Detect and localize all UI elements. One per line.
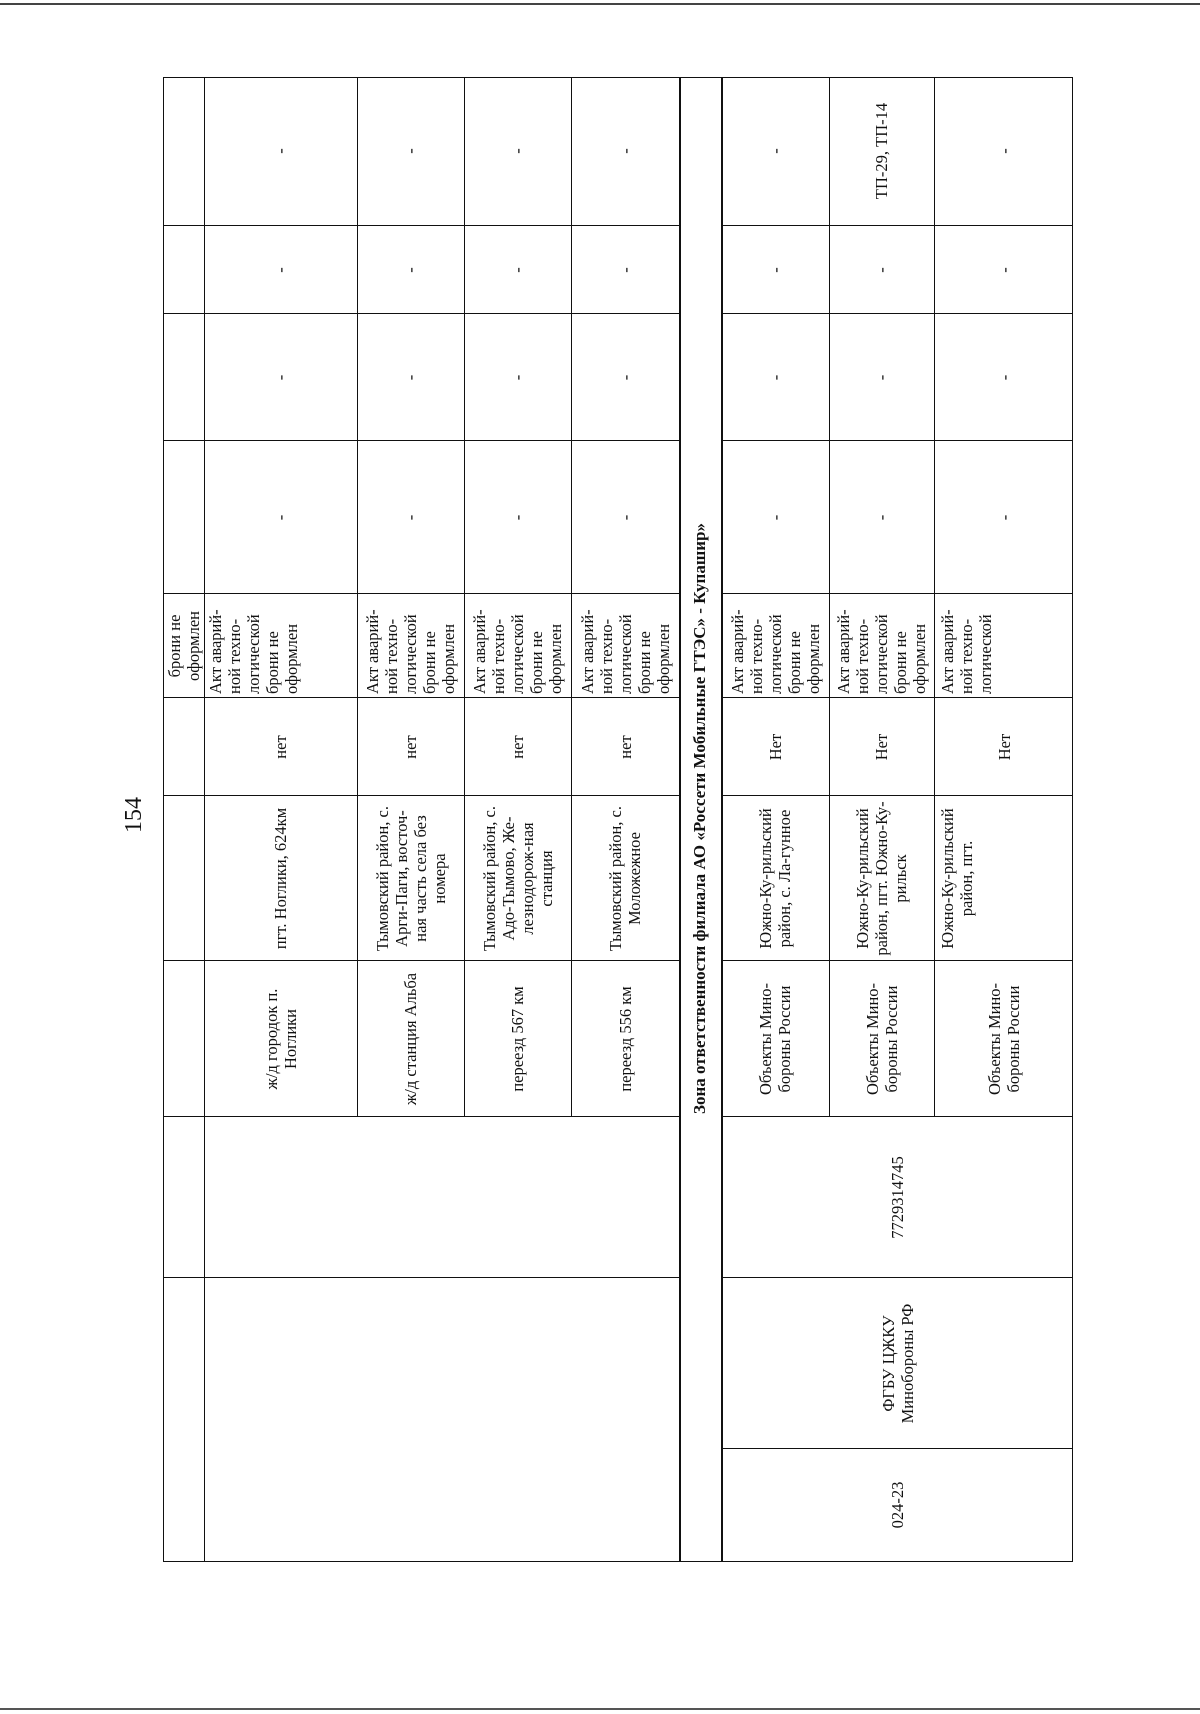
- table-row-5-district: Южно-Ку-рильский район, с. Ла-гунное: [756, 808, 794, 949]
- carryover-status-text: брони не оформлен: [165, 610, 203, 682]
- table-row-6-act-flag: Нет: [872, 733, 891, 761]
- table-row-3-col11: -: [508, 267, 527, 273]
- table-row-2-location: ж/д станция Альба: [401, 972, 420, 1106]
- table-row-4-col12: -: [615, 148, 635, 154]
- table-row-6-col10: -: [872, 374, 891, 381]
- table-row-2-col12: -: [401, 148, 420, 154]
- table-row-7-col11: -: [994, 267, 1014, 273]
- rotated-table-canvas: [163, 77, 1073, 1562]
- table-row-7-act-flag: Нет: [994, 733, 1014, 761]
- table-row-5-col10: -: [765, 374, 785, 381]
- table-row-4-act-status: Акт аварий-ной техно-логической брони не оформлен: [577, 609, 673, 694]
- table-row-4-col10: -: [615, 374, 635, 381]
- table-row-2-col10: -: [401, 374, 420, 381]
- group-organization: ФГБУ ЦЖКУ Минобороны РФ: [878, 1303, 917, 1424]
- table-row-3-act-flag: нет: [508, 735, 527, 759]
- table-row-1-act-status: Акт аварий-ной техно-логической брони не оформлен: [206, 609, 301, 694]
- table-row-1-district: пгт. Ноглики, 624км: [271, 807, 290, 950]
- table-row-6-col9: -: [872, 514, 891, 521]
- table-row-1-col12: -: [271, 148, 290, 154]
- table-row-1-col11: -: [271, 267, 290, 273]
- table-row-7-col12: -: [994, 148, 1014, 154]
- table-row-1-col10: -: [271, 374, 290, 381]
- table-row-4-col9: -: [615, 514, 635, 521]
- table-row-2-act-status: Акт аварий-ной техно-логической брони не оформлен: [363, 609, 458, 694]
- bottom-scan-rule: [0, 1708, 1200, 1710]
- table-row-6-col12: ТП-29, ТП-14: [872, 102, 891, 200]
- data-table: [163, 77, 1073, 1562]
- table-row-2-act-flag: нет: [401, 735, 420, 759]
- table-row-6-act-status: Акт аварий-ной техно-логической брони не оформлен: [834, 609, 929, 694]
- page-number: 154: [121, 797, 147, 833]
- table-row-6-district: Южно-Ку-рильский район, пгт. Южно-Ку-рильск: [853, 801, 910, 956]
- table-row-5-act-status: Акт аварий-ной техно-логической брони не оформлен: [727, 609, 823, 694]
- table-row-2-col9: -: [401, 514, 420, 521]
- table-row-2-district: Тымовский район, с. Арги-Паги, восточ-ная часть села без номера: [372, 805, 449, 952]
- table-row-3-col9: -: [508, 514, 527, 521]
- table-row-7-district: Южно-Ку-рильский район, пгт.: [938, 808, 976, 949]
- table-row-3-location: переезд 567 км: [508, 986, 527, 1092]
- group-number: 024-23: [888, 1481, 907, 1529]
- table-row-3-district: Тымовский район, с. Адо-Тымово, Же-лезнодорож-ная станция: [479, 805, 556, 952]
- table-row-3-col10: -: [508, 374, 527, 381]
- table-row-1-act-flag: нет: [271, 735, 290, 759]
- table-row-4-district: Тымовский район, с. Моложежное: [606, 805, 644, 952]
- table-row-5-object: Объекты Мино-бороны России: [756, 982, 794, 1096]
- table-row-7-act-status: Акт аварий-ной техно-логической: [938, 609, 995, 694]
- table-row-3-act-status: Акт аварий-ной техно-логической брони не оформлен: [470, 609, 565, 694]
- table-row-6-object: Объекты Мино-бороны России: [862, 982, 901, 1096]
- top-scan-rule: [0, 3, 1200, 5]
- table-row-7-col9: -: [994, 514, 1014, 521]
- table-row-7-object: Объекты Мино-бороны России: [985, 982, 1023, 1096]
- table-row-7-col10: -: [994, 374, 1014, 381]
- zone-heading: Зона ответственности филиала АО «Россети Мобильные ГТЭС» - Купашир»: [690, 523, 709, 1114]
- table-row-2-col11: -: [401, 267, 420, 273]
- table-row-5-act-flag: Нет: [765, 733, 785, 761]
- table-row-6-col11: -: [872, 267, 891, 273]
- table-row-4-col11: -: [615, 267, 635, 273]
- table-row-5-col11: -: [765, 267, 785, 273]
- table-row-1-col9: -: [271, 514, 290, 521]
- table-row-5-col9: -: [765, 514, 785, 521]
- table-row-1-location: ж/д городок п. Ноглики: [261, 988, 300, 1090]
- table-row-3-col12: -: [508, 148, 527, 154]
- table-row-4-act-flag: нет: [615, 735, 635, 759]
- carryover-status: [164, 594, 204, 698]
- table-row-4-location: переезд 556 км: [615, 986, 635, 1092]
- col-divider: [164, 1277, 679, 1278]
- table-row-5-col12: -: [765, 148, 785, 154]
- group-inn: 7729314745: [888, 1156, 907, 1239]
